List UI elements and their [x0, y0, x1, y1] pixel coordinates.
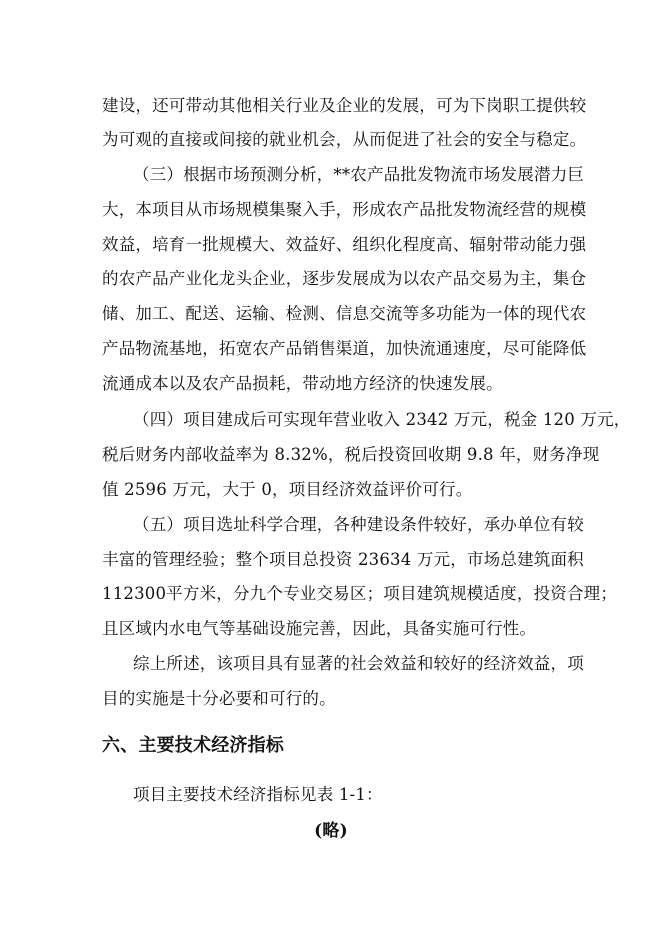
paragraph-line: 建设，还可带动其他相关行业及企业的发展，可为下岗职工提供较 [102, 96, 587, 115]
paragraph-line: 值 2596 万元，大于 0，项目经济效益评价可行。 [102, 480, 473, 499]
paragraph-line: 效益，培育一批规模大、效益好、组织化程度高、辐射带动能力强 [102, 235, 587, 254]
paragraph-line: 目的实施是十分必要和可行的。 [102, 689, 336, 708]
paragraph-line: 112300平方米，分九个专业交易区；项目建筑规模适度，投资合理； [102, 584, 618, 603]
paragraph-line: 丰富的管理经验；整个项目总投资 23634 万元，市场总建筑面积 [102, 550, 584, 569]
paragraph-line: （三）根据市场预测分析，**农产品批发物流市场发展潜力巨 [133, 165, 585, 184]
paragraph-line: 且区域内水电气等基础设施完善，因此，具备实施可行性。 [102, 619, 537, 638]
paragraph-line: 储、加工、配送、运输、检测、信息交流等多功能为一体的现代农 [102, 304, 587, 323]
paragraph-line: 为可观的直接或间接的就业机会，从而促进了社会的安全与稳定。 [102, 130, 587, 149]
paragraph-line: 税后财务内部收益率为 8.32%，税后投资回收期 9.8 年，财务净现 [102, 445, 600, 464]
paragraph-line: 的农产品产业化龙头企业，逐步发展成为以农产品交易为主，集仓 [102, 269, 587, 288]
section-heading: 六、主要技术经济指标 [102, 735, 284, 756]
paragraph-line: （四）项目建成后可实现年营业收入 2342 万元，税金 120 万元， [133, 410, 631, 429]
omitted-note: (略) [314, 821, 348, 841]
paragraph-line: 综上所述，该项目具有显著的社会效益和较好的经济效益，项 [133, 654, 584, 673]
paragraph-line: 大，本项目从市场规模集聚入手，形成农产品批发物流经营的规模 [102, 200, 587, 219]
paragraph-line: （五）项目选址科学合理，各种建设条件较好，承办单位有较 [133, 515, 584, 534]
paragraph-line: 产品物流基地，拓宽农产品销售渠道，加快流通速度，尽可能降低 [102, 339, 587, 358]
paragraph-line: 流通成本以及农产品损耗，带动地方经济的快速发展。 [102, 374, 503, 393]
section-intro: 项目主要技术经济指标见表 1-1： [133, 785, 383, 804]
